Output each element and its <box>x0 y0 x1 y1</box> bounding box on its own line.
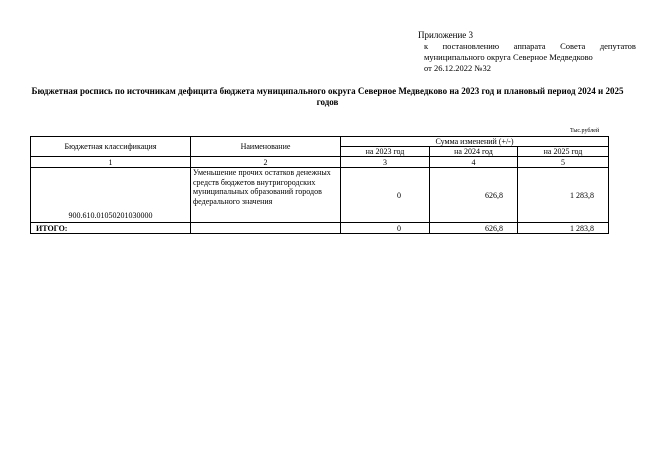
row-value-2024: 626,8 <box>430 168 518 223</box>
table-row <box>31 168 609 223</box>
appendix-number: Приложение 3 <box>418 30 474 40</box>
header-name: Наименование <box>191 137 341 157</box>
header-sum-group: Сумма изменений (+/-) <box>341 137 609 147</box>
row-code: 900.610.01050201030000 <box>31 168 191 223</box>
appendix-district: муниципального округа Северное Медведково <box>424 52 593 62</box>
total-value-2024: 626,8 <box>430 223 518 234</box>
header-classification: Бюджетная классификация <box>31 137 191 157</box>
header-year-2024: на 2024 год <box>430 147 518 157</box>
appendix-word: аппарата <box>513 41 546 51</box>
appendix-word: Совета <box>560 41 586 51</box>
column-number: 3 <box>341 157 430 168</box>
appendix-word: депутатов <box>599 41 636 51</box>
document-title: Бюджетная роспись по источникам дефицита бюджета муниципального округа Северное Медведково на 2023 год и плановый период 2024 и 2025 годов <box>31 86 624 107</box>
header-year-2025: на 2025 год <box>518 147 609 157</box>
column-number: 5 <box>518 157 609 168</box>
appendix-word: постановлению <box>442 41 500 51</box>
row-value-2023: 0 <box>341 168 430 223</box>
total-label: ИТОГО: <box>31 223 191 234</box>
row-name: Уменьшение прочих остатков денежных средств бюджетов внутригородских муниципальных образований городов федерального значения <box>191 168 341 223</box>
total-value-2025: 1 283,8 <box>518 223 609 234</box>
total-value-2023: 0 <box>341 223 430 234</box>
appendix-word: к <box>424 41 429 51</box>
appendix-reference-line <box>418 41 636 52</box>
row-value-2025: 1 283,8 <box>518 168 609 223</box>
total-row <box>31 223 609 234</box>
appendix-date: от 26.12.2022 №32 <box>424 63 491 73</box>
column-number: 1 <box>31 157 191 168</box>
column-number: 4 <box>430 157 518 168</box>
header-year-2023: на 2023 год <box>341 147 430 157</box>
appendix-header <box>418 30 636 74</box>
total-name-empty <box>191 223 341 234</box>
column-number: 2 <box>191 157 341 168</box>
column-number-row <box>31 157 609 168</box>
budget-table <box>30 136 609 234</box>
units-label: Тыс.рублей <box>570 128 600 134</box>
